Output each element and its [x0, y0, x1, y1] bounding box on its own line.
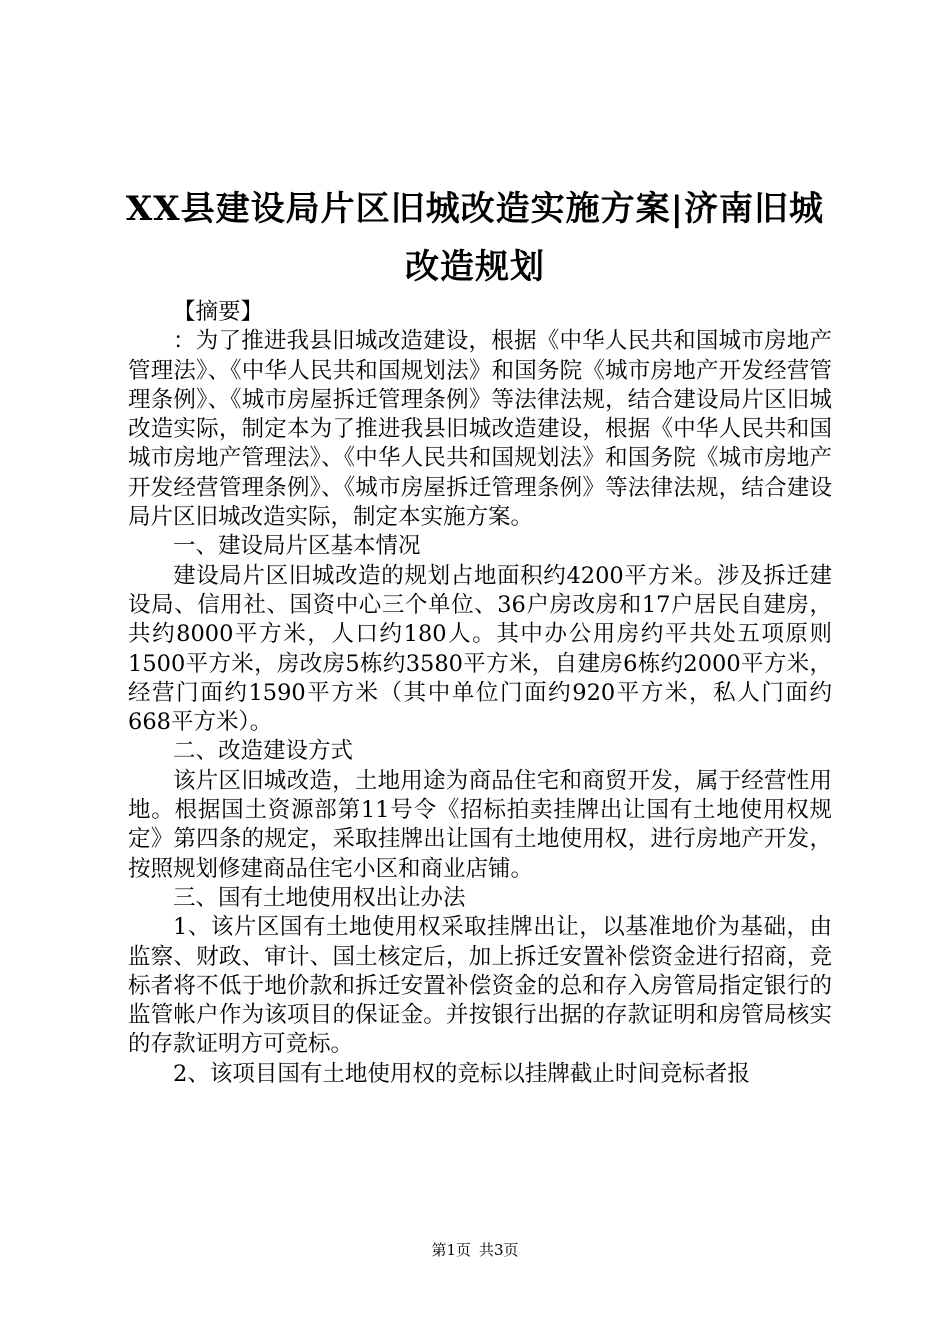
- page-footer: [0, 1240, 950, 1260]
- section-heading-2: 二、改造建设方式: [173, 738, 354, 765]
- title-line-1: XX县建设局片区旧城改造实施方案|济南旧城: [125, 189, 825, 229]
- section-heading-3: 三、国有土地使用权出让办法: [173, 884, 466, 911]
- section-paragraph-3-item-2: 2、该项目国有土地使用权的竞标以挂牌截止时间竞标者报: [173, 1060, 750, 1087]
- page-number: 第1页: [431, 1241, 471, 1259]
- section-paragraph-3-item-1: 1、该片区国有土地使用权采取挂牌出让，以基准地价为基础，由监察、财政、审计、国土核定后，加上拆迁安置补偿资金进行招商，竞标者将不低于地价款和拆迁安置补偿资金的总和存入房管局指定银行的监管帐户作为该项目的保证金。并按银行出据的存款证明和房管局核实的存款证明方可竞标。: [128, 914, 832, 1058]
- title-line-2: 改造规划: [405, 247, 545, 287]
- section-heading-1: 一、建设局片区基本情况: [173, 533, 421, 560]
- document-title: [110, 180, 840, 296]
- page-total: 共3页: [479, 1241, 519, 1259]
- section-paragraph-1: 建设局片区旧城改造的规划占地面积约4200平方米。涉及拆迁建设局、信用社、国资中心三个单位、36户房改房和17户居民自建房，共约8000平方米，人口约180人。其中办公用房约平共处五项原则1500平方米，房改房5栋约3580平方米，自建房6栋约2000平方米，经营门面约1590平方米（其中单位门面约920平方米，私人门面约668平方米）。: [128, 562, 832, 736]
- section-paragraph-2: 该片区旧城改造，土地用途为商品住宅和商贸开发，属于经营性用地。根据国土资源部第11号令《招标拍卖挂牌出让国有土地使用权规定》第四条的规定，采取挂牌出让国有土地使用权，进行房地产开发，按照规划修建商品住宅小区和商业店铺。: [128, 767, 832, 882]
- abstract-label: 【摘要】: [173, 299, 264, 325]
- document-body: [128, 298, 832, 1089]
- abstract-paragraph: ：为了推进我县旧城改造建设，根据《中华人民共和国城市房地产管理法》、《中华人民共和国规划法》和国务院《城市房地产开发经营管理条例》、《城市房屋拆迁管理条例》等法律法规，结合建设局片区旧城改造实际，制定本为了推进我县旧城改造建设，根据《中华人民共和国城市房地产管理法》、《中华人民共和国规划法》和国务院《城市房地产开发经营管理条例》、《城市房屋拆迁管理条例》等法律法规，结合建设局片区旧城改造实际，制定本实施方案。: [128, 328, 832, 531]
